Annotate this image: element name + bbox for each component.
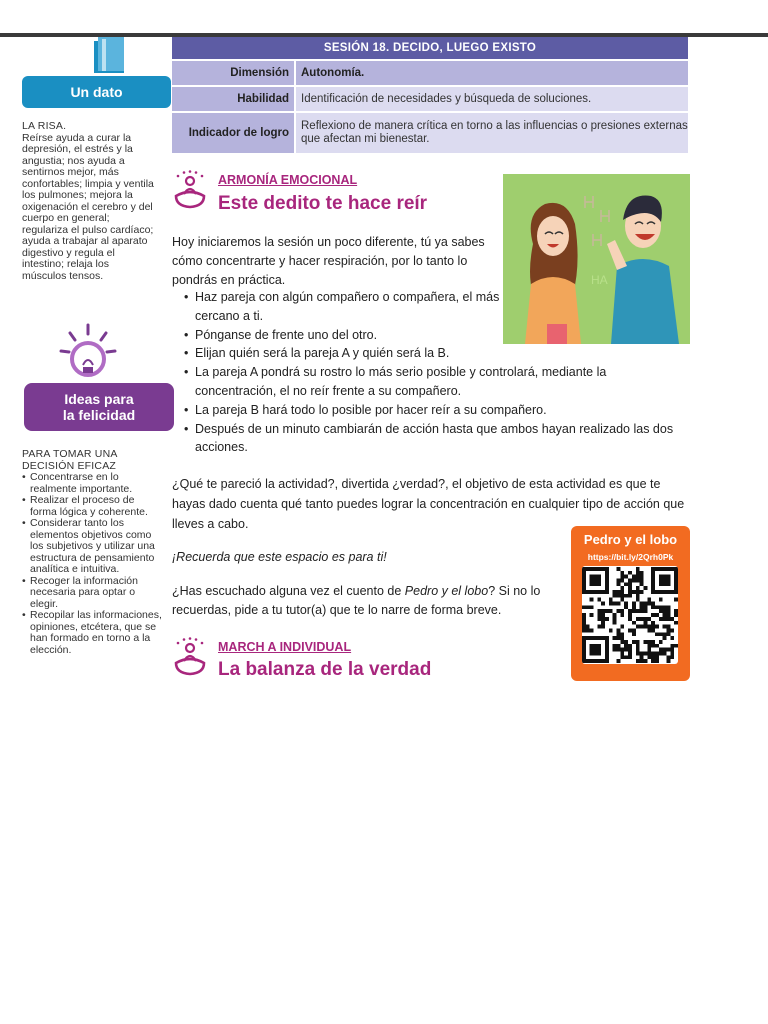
session-title: SESIÓN 18. DECIDO, LUEGO EXISTO bbox=[172, 37, 688, 59]
reminder-text: ¡Recuerda que este espacio es para ti! bbox=[172, 550, 387, 564]
row-label: Habilidad bbox=[172, 87, 294, 111]
instruction-item: • Elijan quién será la pareja A y quién será la B. bbox=[184, 344, 502, 363]
ideas-badge-line2: la felicidad bbox=[62, 407, 136, 423]
session-row-indicator bbox=[172, 113, 688, 153]
ideas-badge bbox=[24, 383, 174, 431]
instruction-item: • Después de un minuto cambiarán de acción hasta que ambos hayan realizado las dos acciones. bbox=[184, 420, 684, 458]
instruction-item: • La pareja B hará todo lo posible por hacer reír a su compañero. bbox=[184, 401, 684, 420]
question-post: ? Si no lo recuerdas, pide a tu tutor(a) que te lo narre de forma breve. bbox=[172, 584, 541, 617]
session-row-dimension bbox=[172, 61, 688, 85]
dato-heading: LA RISA. bbox=[22, 120, 67, 132]
section1-title: Este dedito te hace reír bbox=[218, 193, 428, 214]
laugh-text: HA bbox=[591, 273, 608, 287]
ideas-item: • Concentrarse en lo realmente importante. bbox=[22, 472, 162, 495]
instruction-item: • Pónganse de frente uno del otro. bbox=[184, 326, 502, 345]
instruction-item: • La pareja A pondrá su rostro lo más serio posible y controlará, mediante la concentración, el no reír frente a su compañero. bbox=[184, 363, 684, 401]
meditation-icon bbox=[170, 170, 208, 210]
story-title: Pedro y el lobo bbox=[404, 584, 489, 598]
qr-code[interactable] bbox=[582, 566, 678, 664]
dato-text-block bbox=[22, 121, 172, 282]
section1-kicker: ARMONÍA EMOCIONAL bbox=[218, 173, 358, 187]
ideas-heading: PARA TOMAR UNA DECISIÓN EFICAZ bbox=[22, 448, 117, 472]
qr-box bbox=[571, 526, 690, 681]
sidebar bbox=[20, 37, 160, 683]
lightbulb-icon bbox=[58, 323, 118, 387]
row-value: Identificación de necesidades y búsqueda de soluciones. bbox=[296, 87, 688, 111]
row-label: Dimensión bbox=[172, 61, 294, 85]
session-table bbox=[172, 37, 688, 153]
instruction-list bbox=[184, 288, 684, 457]
row-value: Reflexiono de manera crítica en torno a las influencias o presiones externas que afectan mi bienestar. bbox=[296, 113, 688, 153]
page bbox=[0, 37, 768, 683]
meditation-icon bbox=[170, 637, 208, 677]
ideas-item: • Considerar tanto los elementos objetivos como los subjetivos y utilizar una estructura de pensamiento analítica e intuitiva. bbox=[22, 518, 162, 576]
question-paragraph bbox=[172, 582, 562, 620]
instruction-item: • Haz pareja con algún compañero o compañera, el más cercano a ti. bbox=[184, 288, 502, 326]
dato-badge: Un dato bbox=[22, 76, 171, 108]
row-value: Autonomía. bbox=[296, 61, 688, 85]
section2-title: La balanza de la verdad bbox=[218, 659, 432, 680]
section2-kicker: MARCH A INDIVIDUAL bbox=[218, 640, 352, 654]
ideas-badge-line1: Ideas para bbox=[64, 391, 134, 407]
ideas-item: • Realizar el proceso de forma lógica y coherente. bbox=[22, 495, 162, 518]
reflection-paragraph: ¿Qué te pareció la actividad?, divertida ¿verdad?, el objetivo de esta actividad es que te hayas dado cuenta qué tanto puedes lograr la concentración en cualquier tipo de acción que lleves a cabo. bbox=[172, 477, 685, 531]
section1-intro: Hoy iniciaremos la sesión un poco diferente, tú ya sabes cómo concentrarte y hacer respiración, por lo tanto lo pondrás en práctica. bbox=[172, 235, 485, 287]
question-pre: ¿Has escuchado alguna vez el cuento de bbox=[172, 584, 405, 598]
book-icon bbox=[90, 37, 130, 73]
ideas-item: • Recopilar las informaciones, opiniones, etcétera, que se han formado en torno a la elección. bbox=[22, 610, 162, 656]
dato-text: Reírse ayuda a curar la depresión, el estrés y la angustia; nos ayuda a sentirnos mejor, más confortables; limpia y ventila los pulmones; mejora la oxigenación el cerebro y del cuerpo en general; regulariza el pulso cardíaco; ayuda a trabajar al aparato digestivo y regula el intestino; relaja los músculos tensos. bbox=[22, 131, 154, 282]
qr-title: Pedro y el lobo bbox=[583, 532, 678, 547]
session-row-skill bbox=[172, 87, 688, 111]
ideas-list bbox=[22, 472, 162, 656]
qr-link[interactable]: https://bit.ly/2Qrh0Pk bbox=[587, 552, 674, 562]
ideas-text-block bbox=[22, 449, 172, 656]
row-label: Indicador de logro bbox=[172, 113, 294, 153]
ideas-item: • Recoger la información necesaria para optar o elegir. bbox=[22, 576, 162, 611]
blank-area bbox=[0, 683, 768, 1024]
